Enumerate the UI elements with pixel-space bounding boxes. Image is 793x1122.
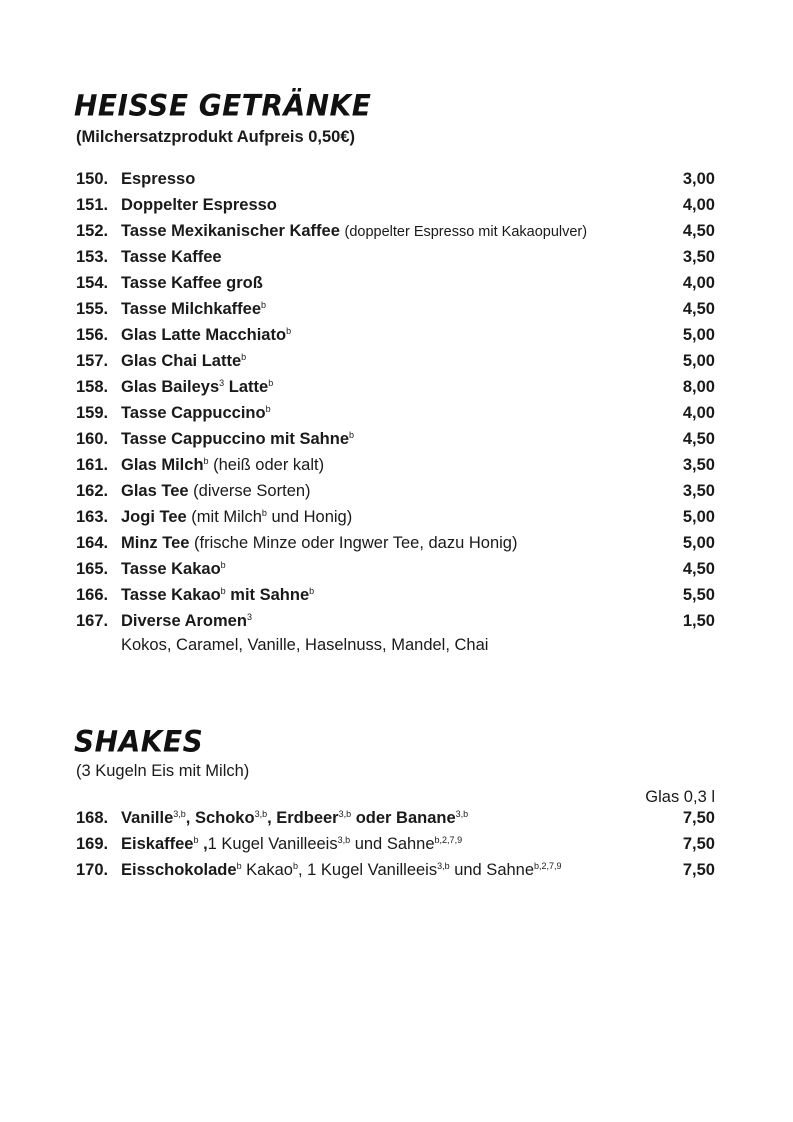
item-name-wrap	[121, 404, 271, 423]
item-price: 3,50	[682, 482, 715, 500]
menu-item-152	[76, 222, 715, 248]
menu-item-158	[76, 378, 715, 404]
allergen-note: 3,b	[338, 809, 352, 819]
item-name: Espresso	[121, 170, 196, 188]
allergen-note: b	[236, 861, 242, 871]
item-name: Glas Baileys	[121, 378, 220, 396]
milk-substitute-note: (Milchersatzprodukt Aufpreis 0,50€)	[76, 128, 356, 146]
item-name-wrap	[121, 482, 311, 501]
item-number: 151.	[76, 196, 109, 214]
item-price: 5,00	[682, 352, 715, 370]
item-price: 5,00	[682, 508, 715, 526]
allergen-note: b	[292, 861, 298, 871]
item-description-2: und Sahne	[350, 835, 435, 853]
allergen-note: b	[203, 456, 209, 466]
item-name-wrap	[121, 586, 314, 605]
allergen-note: b	[241, 352, 247, 362]
item-number: 153.	[76, 248, 109, 266]
item-number: 150.	[76, 170, 109, 188]
item-description: (frische Minze oder Ingwer Tee, dazu Honig)	[189, 534, 518, 552]
shakes-note: (3 Kugeln Eis mit Milch)	[76, 762, 250, 780]
menu-item-150	[76, 170, 715, 196]
item-description: (diverse Sorten)	[188, 482, 311, 500]
allergen-note: b	[261, 300, 267, 310]
item-name: Vanille	[121, 809, 174, 827]
item-name-wrap	[121, 861, 562, 880]
menu-item-151	[76, 196, 715, 222]
item-number: 156.	[76, 326, 109, 344]
allergen-note: b	[309, 586, 315, 596]
item-name: Glas Chai Latte	[121, 352, 242, 370]
item-name: Tasse Cappuccino	[121, 404, 266, 422]
item-name: Tasse Milchkaffee	[121, 300, 262, 318]
allergen-note: b	[265, 404, 271, 414]
item-number: 158.	[76, 378, 109, 396]
item-name-wrap	[121, 378, 273, 397]
section-title-shakes: SHAKES	[74, 724, 204, 759]
item-number: 157.	[76, 352, 109, 370]
item-name: Tasse Mexikanischer Kaffee	[121, 222, 340, 240]
menu-item-164	[76, 534, 715, 560]
item-name: Doppelter Espresso	[121, 196, 277, 214]
item-price: 4,00	[682, 404, 715, 422]
item-price: 3,50	[682, 456, 715, 474]
item-description: 1 Kugel Vanilleeis	[207, 835, 338, 853]
item-name-wrap	[121, 835, 462, 854]
item-number: 154.	[76, 274, 109, 292]
item-number: 162.	[76, 482, 109, 500]
item-price: 3,00	[682, 170, 715, 188]
item-price: 5,00	[682, 326, 715, 344]
item-name-2: , Schoko	[185, 809, 255, 827]
item-name-wrap	[121, 222, 587, 241]
item-description-3: und Sahne	[449, 861, 535, 879]
item-description: (heiß oder kalt)	[208, 456, 325, 474]
item-number: 155.	[76, 300, 109, 318]
item-name-wrap	[121, 430, 354, 449]
item-name: Tasse Cappuccino mit Sahne	[121, 430, 350, 448]
item-name: Diverse Aromen	[121, 612, 247, 630]
allergen-note: b	[193, 835, 199, 845]
allergen-note: 3,b	[254, 809, 268, 819]
item-name-wrap	[121, 612, 252, 631]
allergen-note: b	[268, 378, 274, 388]
item-number: 167.	[76, 612, 109, 630]
item-name: Glas Milch	[121, 456, 204, 474]
allergen-note: b	[349, 430, 355, 440]
item-name-4: oder Banane	[351, 809, 456, 827]
item-name-3: , Erdbeer	[267, 809, 339, 827]
allergen-note: 3	[246, 612, 252, 622]
item-price: 4,50	[682, 300, 715, 318]
item-number: 161.	[76, 456, 109, 474]
item-number: 169.	[76, 835, 109, 853]
allergen-note: b	[220, 586, 226, 596]
item-name: Jogi Tee	[121, 508, 187, 526]
item-price: 7,50	[682, 835, 715, 853]
item-price: 4,50	[682, 222, 715, 240]
item-name: Glas Tee	[121, 482, 189, 500]
item-description: (mit Milch	[186, 508, 262, 526]
menu-item-156	[76, 326, 715, 352]
size-label: Glas 0,3 l	[645, 788, 715, 806]
item-separator: ,	[198, 835, 208, 853]
item-price: 5,50	[682, 586, 715, 604]
allergen-note: 3	[219, 378, 225, 388]
item-description: Kakao	[241, 861, 293, 879]
item-name-wrap	[121, 560, 226, 579]
allergen-note: 3,b	[173, 809, 186, 819]
menu-item-170	[76, 861, 715, 887]
item-price: 4,50	[682, 430, 715, 448]
allergen-note: b	[220, 560, 226, 570]
item-price: 4,50	[682, 560, 715, 578]
item-number: 159.	[76, 404, 109, 422]
menu-item-155	[76, 300, 715, 326]
allergen-note: 3,b	[455, 809, 469, 819]
item-name: Tasse Kakao	[121, 586, 221, 604]
item-name-suffix: Latte	[224, 378, 269, 396]
flavor-options: Kokos, Caramel, Vanille, Haselnuss, Mandel, Chai	[121, 636, 489, 654]
menu-item-160	[76, 430, 715, 456]
item-name-wrap	[121, 352, 246, 371]
menu-item-168	[76, 809, 715, 835]
item-price: 3,50	[682, 248, 715, 266]
item-number: 164.	[76, 534, 109, 552]
menu-item-159	[76, 404, 715, 430]
item-name: Eisschokolade	[121, 861, 237, 879]
item-price: 1,50	[682, 612, 715, 630]
item-description-end: und Honig)	[266, 508, 353, 526]
item-name: Tasse Kakao	[121, 560, 221, 578]
item-price: 5,00	[682, 534, 715, 552]
item-price: 4,00	[682, 196, 715, 214]
item-number: 168.	[76, 809, 109, 827]
menu-item-162	[76, 482, 715, 508]
item-number: 170.	[76, 861, 109, 879]
allergen-note: b	[261, 508, 267, 518]
item-name-wrap	[121, 534, 517, 553]
item-description: (doppelter Espresso mit Kakaopulver)	[344, 224, 588, 240]
item-description-2: , 1 Kugel Vanilleeis	[297, 861, 438, 879]
item-name: Tasse Kaffee groß	[121, 274, 263, 292]
menu-item-169	[76, 835, 715, 861]
menu-item-154	[76, 274, 715, 300]
item-name-wrap	[121, 456, 324, 475]
menu-item-163	[76, 508, 715, 534]
item-name-suffix: mit Sahne	[225, 586, 310, 604]
item-number: 152.	[76, 222, 109, 240]
item-number: 160.	[76, 430, 109, 448]
item-name: Tasse Kaffee	[121, 248, 222, 266]
item-number: 163.	[76, 508, 109, 526]
menu-item-167	[76, 612, 715, 638]
item-number: 165.	[76, 560, 109, 578]
item-name: Glas Latte Macchiato	[121, 326, 287, 344]
menu-item-161	[76, 456, 715, 482]
allergen-note: 3,b	[337, 835, 351, 845]
item-price: 4,00	[682, 274, 715, 292]
item-price: 7,50	[682, 861, 715, 879]
menu-item-157	[76, 352, 715, 378]
allergen-note: b,2,7,9	[434, 835, 463, 845]
item-price: 8,00	[682, 378, 715, 396]
allergen-note: 3,b	[437, 861, 450, 871]
menu-item-165	[76, 560, 715, 586]
item-name: Minz Tee	[121, 534, 190, 552]
item-price: 7,50	[682, 809, 715, 827]
section-title-hot-drinks: HEISSE GETRÄNKE	[74, 88, 372, 123]
allergen-note: b	[286, 326, 292, 336]
item-number: 166.	[76, 586, 109, 604]
menu-item-153	[76, 248, 715, 274]
item-name-wrap	[121, 326, 291, 345]
allergen-note: b,2,7,9	[534, 861, 562, 871]
item-name: Eiskaffee	[121, 835, 194, 853]
item-name-wrap	[121, 300, 266, 319]
menu-item-166	[76, 586, 715, 612]
item-name-wrap	[121, 508, 352, 527]
item-name-wrap	[121, 809, 468, 828]
